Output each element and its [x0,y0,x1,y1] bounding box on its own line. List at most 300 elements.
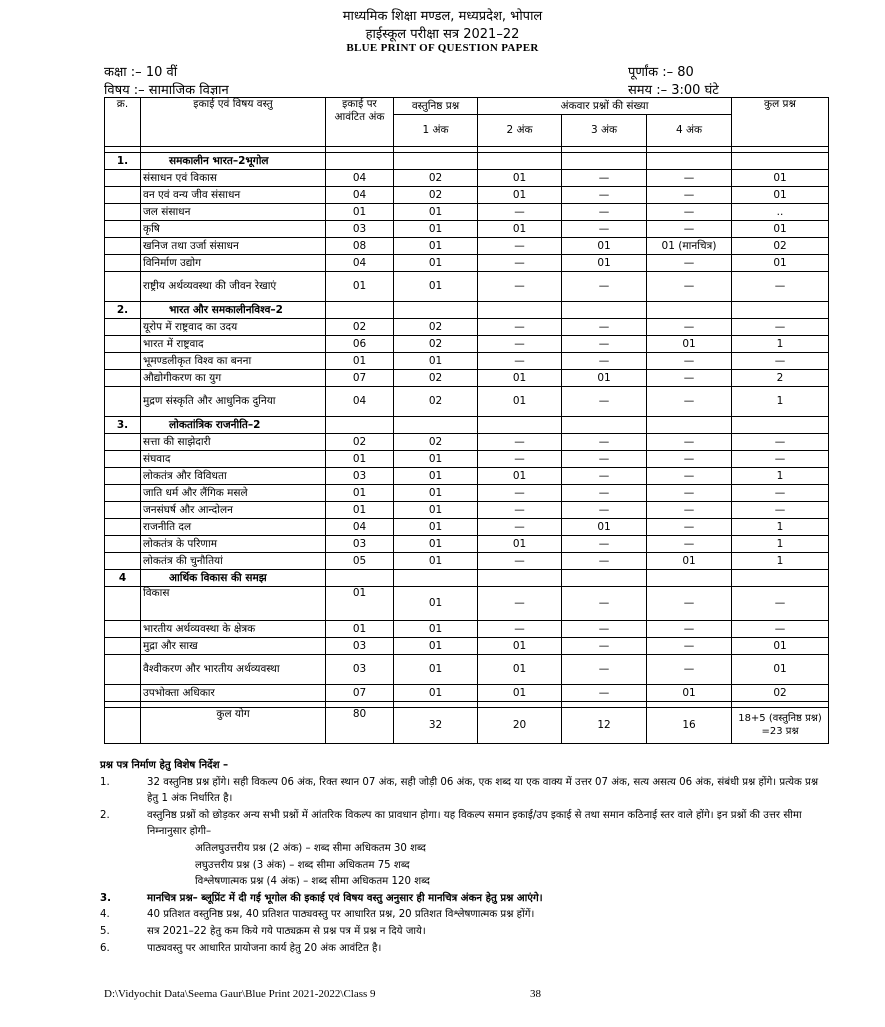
section-number: 1. [105,153,141,170]
m4-cell: — [647,434,732,451]
topic-cell: भूमण्डलीकृत विश्व का बनना [141,353,326,370]
m2-cell: 01 [478,387,562,417]
m1-cell: 02 [394,434,478,451]
m1-cell: 01 [394,553,478,570]
instruction-item [100,891,830,908]
m3-cell: 01 [562,370,647,387]
total-cell: 2 [732,370,829,387]
alloc-cell: 01 [326,485,394,502]
instruction-item [100,941,830,958]
m2-cell: — [478,502,562,519]
total-cell: .. [732,204,829,221]
m1-cell: 01 [394,621,478,638]
table-row [105,451,829,468]
section-number: 4 [105,570,141,587]
total-cell: 01 [732,221,829,238]
total-cell: — [732,587,829,621]
m2-cell: — [478,255,562,272]
m3-cell: — [562,451,647,468]
instruction-text: सत्र 2021–22 हेतु कम किये गये पाठ्यक्रम से प्रश्न पत्र में प्रश्न न दिये जाये। [147,925,426,937]
empty-cell [105,587,141,621]
topic-cell: खनिज तथा उर्जा संसाधन [141,238,326,255]
m2-cell: 01 [478,685,562,702]
empty-cell [394,570,478,587]
table-row [105,370,829,387]
empty-cell [105,519,141,536]
instructions [100,758,830,957]
total-cell: 01 [732,187,829,204]
totals-questions: 18+5 (वस्तुनिष्ठ प्रश्न) =23 प्रश्न [732,708,829,744]
time-label: समय :– 3:00 घंटे [628,83,719,98]
total-cell: 1 [732,468,829,485]
empty-cell [105,238,141,255]
m3-cell: — [562,502,647,519]
m2-cell: — [478,519,562,536]
table-row [105,187,829,204]
empty-cell [394,302,478,319]
m1-cell: 01 [394,485,478,502]
table-row [105,685,829,702]
total-cell: — [732,434,829,451]
m4-cell: — [647,370,732,387]
empty-cell [647,302,732,319]
m1-cell: 02 [394,387,478,417]
m2-cell: — [478,336,562,353]
empty-cell [647,570,732,587]
m2-cell: 01 [478,638,562,655]
topic-cell: मुद्रा और साख [141,638,326,655]
instruction-item [100,907,830,924]
m1-cell: 02 [394,370,478,387]
col-head-alloc: इकाई पर आवंटित अंक [326,98,394,147]
m1-cell: 01 [394,587,478,621]
m3-cell: — [562,336,647,353]
totals-alloc: 80 [326,708,394,744]
m2-cell: 01 [478,187,562,204]
blueprint-table [104,97,829,744]
topic-cell: जाति धर्म और लैंगिक मसले [141,485,326,502]
table-row [105,255,829,272]
alloc-cell: 07 [326,370,394,387]
m3-cell: 01 [562,519,647,536]
col-head-4-mark: 4 अंक [647,115,732,147]
m1-cell: 01 [394,221,478,238]
col-head-unit: इकाई एवं विषय वस्तु [141,98,326,147]
alloc-cell: 08 [326,238,394,255]
m4-cell: — [647,638,732,655]
instructions-heading: प्रश्न पत्र निर्माण हेतु विशेष निर्देश – [100,760,229,771]
table-row [105,272,829,302]
m3-cell: — [562,353,647,370]
m4-cell: 01 [647,336,732,353]
m1-cell: 02 [394,187,478,204]
alloc-cell: 03 [326,221,394,238]
alloc-cell: 01 [326,272,394,302]
total-cell: — [732,353,829,370]
m4-cell: — [647,255,732,272]
instruction-text: पाठ्यवस्तु पर आधारित प्रायोजना कार्य हेतु 20 अंक आवंटित है। [147,942,382,954]
topic-cell: विकास [141,587,326,621]
table-row [105,502,829,519]
m4-cell: — [647,621,732,638]
empty-cell [732,417,829,434]
m1-cell: 01 [394,655,478,685]
m4-cell: — [647,587,732,621]
table-row [105,336,829,353]
col-head-markwise: अंकवार प्रश्नों की संख्या [478,98,732,115]
board-name: माध्यमिक शिक्षा मण्डल, मध्यप्रदेश, भोपाल [342,9,543,24]
topic-cell: उपभोक्ता अधिकार [141,685,326,702]
m4-cell: — [647,451,732,468]
m4-cell: — [647,536,732,553]
total-cell: 1 [732,519,829,536]
m2-cell: — [478,204,562,221]
instruction-number: 4. [100,909,110,921]
m3-cell: — [562,685,647,702]
m3-cell: — [562,187,647,204]
col-head-sno: क्र. [105,98,141,147]
topic-cell: जल संसाधन [141,204,326,221]
total-cell: — [732,319,829,336]
section-number: 3. [105,417,141,434]
empty-cell [562,153,647,170]
m4-cell: 01 (मानचित्र) [647,238,732,255]
m2-cell: — [478,451,562,468]
section-row [105,417,829,434]
total-cell: — [732,502,829,519]
table-row [105,655,829,685]
m3-cell: — [562,638,647,655]
totals-2-mark: 20 [478,708,562,744]
empty-cell [105,204,141,221]
instruction-item [100,775,830,808]
alloc-cell: 03 [326,536,394,553]
topic-cell: वैश्वीकरण और भारतीय अर्थव्यवस्था [141,655,326,685]
empty-cell [105,468,141,485]
m2-cell: — [478,319,562,336]
m2-cell: — [478,238,562,255]
total-cell: — [732,485,829,502]
empty-cell [478,570,562,587]
empty-cell [326,153,394,170]
instruction-number: 3. [100,892,111,904]
m3-cell: — [562,319,647,336]
alloc-cell: 01 [326,353,394,370]
m4-cell: — [647,204,732,221]
alloc-cell: 04 [326,519,394,536]
alloc-cell: 01 [326,502,394,519]
section-row [105,570,829,587]
m3-cell: — [562,272,647,302]
section-title: लोकतांत्रिक राजनीति–2 [141,417,326,434]
alloc-cell: 04 [326,187,394,204]
alloc-cell: 06 [326,336,394,353]
empty-cell [105,502,141,519]
m3-cell: — [562,170,647,187]
total-cell: 01 [732,255,829,272]
m1-cell: 01 [394,519,478,536]
topic-cell: भारत में राष्ट्रवाद [141,336,326,353]
table-row [105,238,829,255]
max-marks-label: पूर्णांक :– 80 [628,65,694,80]
alloc-cell: 02 [326,434,394,451]
empty-cell [562,570,647,587]
topic-cell: मुद्रण संस्कृति और आधुनिक दुनिया [141,387,326,417]
m2-cell: 01 [478,655,562,685]
topic-cell: राजनीति दल [141,519,326,536]
instruction-number: 5. [100,925,110,937]
m1-cell: 02 [394,319,478,336]
topic-cell: औद्योगीकरण का युग [141,370,326,387]
total-cell: 02 [732,685,829,702]
empty-cell [105,336,141,353]
col-head-1-mark: 1 अंक [394,115,478,147]
total-cell: 1 [732,336,829,353]
word-limit-list [100,841,830,891]
col-head-3-mark: 3 अंक [562,115,647,147]
m3-cell: — [562,204,647,221]
table-row [105,485,829,502]
alloc-cell: 01 [326,587,394,621]
alloc-cell: 01 [326,451,394,468]
alloc-cell: 03 [326,468,394,485]
section-row [105,302,829,319]
table-row [105,221,829,238]
topic-cell: संघवाद [141,451,326,468]
topic-cell: लोकतंत्र की चुनौतियां [141,553,326,570]
alloc-cell: 03 [326,638,394,655]
file-path: D:\Vidyochit Data\Seema Gaur\Blue Print 2021-2022\Class 9 [104,988,376,1000]
totals-row [105,708,829,744]
table-row [105,553,829,570]
topic-cell: लोकतंत्र के परिणाम [141,536,326,553]
m2-cell: — [478,553,562,570]
topic-cell: विनिर्माण उद्योग [141,255,326,272]
page-number: 38 [530,988,541,1000]
topic-cell: भारतीय अर्थव्यवस्था के क्षेत्रक [141,621,326,638]
word-limit-item: विश्लेषणात्मक प्रश्न (4 अंक) – शब्द सीमा अधिकतम 120 शब्द [195,876,430,888]
m3-cell: — [562,485,647,502]
total-cell: 1 [732,536,829,553]
m3-cell: — [562,434,647,451]
alloc-cell: 04 [326,170,394,187]
instruction-list-2 [100,891,830,957]
totals-label: कुल योग [141,708,326,744]
empty-cell [105,170,141,187]
m2-cell: — [478,587,562,621]
m2-cell: — [478,485,562,502]
empty-cell [105,485,141,502]
m4-cell: — [647,272,732,302]
m1-cell: 01 [394,502,478,519]
table-row [105,204,829,221]
m2-cell: 01 [478,170,562,187]
topic-cell: संसाधन एवं विकास [141,170,326,187]
table-row [105,468,829,485]
alloc-cell: 01 [326,621,394,638]
m4-cell: — [647,502,732,519]
totals-1-mark: 32 [394,708,478,744]
table-row [105,353,829,370]
instruction-text: 32 वस्तुनिष्ठ प्रश्न होंगे। सही विकल्प 06 अंक, रिक्त स्थान 07 अंक, सही जोड़ी 06 अंक, एक शब्द या एक वाक्य में उत्तर 07 अंक, सत्य असत्य 06 अंक, संबंधी प्रश्न होंगे। प्रत्येक प्रश्न हेतु 1 अंक निर्धारित है। [147,776,819,805]
topic-cell: कृषि [141,221,326,238]
m4-cell: — [647,468,732,485]
total-cell: 1 [732,553,829,570]
total-cell: 1 [732,387,829,417]
total-cell: 01 [732,655,829,685]
empty-cell [105,621,141,638]
total-cell: — [732,621,829,638]
empty-cell [394,417,478,434]
m4-cell: — [647,221,732,238]
table-row [105,519,829,536]
empty-cell [326,417,394,434]
section-title: आर्थिक विकास की समझ [141,570,326,587]
m1-cell: 01 [394,238,478,255]
m1-cell: 01 [394,536,478,553]
empty-cell [647,417,732,434]
section-row [105,153,829,170]
table-row [105,638,829,655]
total-cell: 02 [732,238,829,255]
m3-cell: — [562,553,647,570]
m3-cell: — [562,468,647,485]
empty-cell [478,302,562,319]
table-row [105,387,829,417]
section-number: 2. [105,302,141,319]
table-row [105,170,829,187]
table-row [105,621,829,638]
empty-cell [326,570,394,587]
section-title: समकालीन भारत–2भूगोल [141,153,326,170]
topic-cell: जनसंघर्ष और आन्दोलन [141,502,326,519]
m3-cell: — [562,655,647,685]
m4-cell: 01 [647,553,732,570]
m2-cell: 01 [478,221,562,238]
empty-cell [105,319,141,336]
topic-cell: सत्ता की साझेदारी [141,434,326,451]
empty-cell [732,570,829,587]
empty-cell [105,221,141,238]
alloc-cell: 01 [326,204,394,221]
m4-cell: — [647,485,732,502]
totals-4-mark: 16 [647,708,732,744]
m3-cell: — [562,536,647,553]
m2-cell: — [478,621,562,638]
m1-cell: 01 [394,255,478,272]
table-row [105,319,829,336]
empty-cell [105,638,141,655]
m2-cell: — [478,272,562,302]
empty-cell [394,153,478,170]
empty-cell [105,255,141,272]
m4-cell: — [647,187,732,204]
m2-cell: 01 [478,468,562,485]
empty-cell [105,685,141,702]
alloc-cell: 07 [326,685,394,702]
m1-cell: 01 [394,272,478,302]
empty-cell [562,302,647,319]
class-label: कक्षा :– 10 वीं [104,65,178,80]
m1-cell: 01 [394,685,478,702]
total-cell: — [732,272,829,302]
m2-cell: — [478,434,562,451]
empty-cell [562,417,647,434]
table-row [105,434,829,451]
m2-cell: 01 [478,536,562,553]
table-row [105,536,829,553]
m3-cell: — [562,587,647,621]
alloc-cell: 04 [326,255,394,272]
empty-cell [105,434,141,451]
instruction-text: मानचित्र प्रश्न– ब्लूप्रिंट में दी गई भूगोल की इकाई एवं विषय वस्तु अनुसार ही मानचित्र अंकन हेतु प्रश्न आएंगे। [147,892,543,904]
word-limit-item: अतिलघुउत्तरीय प्रश्न (2 अंक) – शब्द सीमा अधिकतम 30 शब्द [195,842,426,854]
empty-cell [105,451,141,468]
m1-cell: 02 [394,336,478,353]
m4-cell: 01 [647,685,732,702]
m1-cell: 01 [394,468,478,485]
m1-cell: 01 [394,353,478,370]
instruction-item [100,808,830,841]
m1-cell: 01 [394,451,478,468]
exam-session: हाईस्कूल परीक्षा सत्र 2021–22 [365,27,520,42]
empty-cell [478,417,562,434]
document-title: BLUE PRINT OF QUESTION PAPER [346,42,539,54]
empty-cell [105,187,141,204]
word-limit-item: लघुउत्तरीय प्रश्न (3 अंक) – शब्द सीमा अधिकतम 75 शब्द [195,859,410,871]
alloc-cell: 03 [326,655,394,685]
empty-cell [326,302,394,319]
empty-cell [732,153,829,170]
section-title: भारत और समकालीनविश्व–2 [141,302,326,319]
empty-cell [647,153,732,170]
empty-cell [105,272,141,302]
m3-cell: — [562,221,647,238]
topic-cell: वन एवं वन्य जीव संसाधन [141,187,326,204]
m4-cell: — [647,353,732,370]
col-head-objective: वस्तुनिष्ठ प्रश्न [394,98,478,115]
table-row [105,587,829,621]
m1-cell: 01 [394,204,478,221]
empty-cell [105,655,141,685]
m3-cell: 01 [562,255,647,272]
instruction-number: 2. [100,809,110,821]
topic-cell: यूरोप में राष्ट्रवाद का उदय [141,319,326,336]
total-cell: — [732,451,829,468]
total-cell: 01 [732,638,829,655]
alloc-cell: 04 [326,387,394,417]
m1-cell: 01 [394,638,478,655]
m2-cell: 01 [478,370,562,387]
instruction-text: वस्तुनिष्ठ प्रश्नों को छोड़कर अन्य सभी प्रश्नों में आंतरिक विकल्प का प्रावधान होगा। यह विकल्प समान इकाई/उप इकाई से तथा समान कठिनाई स्तर वाले होंगे। इन प्रश्नों की उत्तर सीमा निम्नानुसार होगी– [147,809,802,838]
m3-cell: 01 [562,238,647,255]
topic-cell: राष्ट्रीय अर्थव्यवस्था की जीवन रेखाएं [141,272,326,302]
empty-cell [478,153,562,170]
empty-cell [105,536,141,553]
m3-cell: — [562,621,647,638]
alloc-cell: 02 [326,319,394,336]
subject-label: विषय :– सामाजिक विज्ञान [104,83,229,98]
empty-cell [105,353,141,370]
m4-cell: — [647,387,732,417]
col-head-2-mark: 2 अंक [478,115,562,147]
instruction-list [100,775,830,841]
instruction-number: 6. [100,942,110,954]
m4-cell: — [647,519,732,536]
alloc-cell: 05 [326,553,394,570]
col-head-total: कुल प्रश्न [732,98,829,147]
topic-cell: लोकतंत्र और विविधता [141,468,326,485]
